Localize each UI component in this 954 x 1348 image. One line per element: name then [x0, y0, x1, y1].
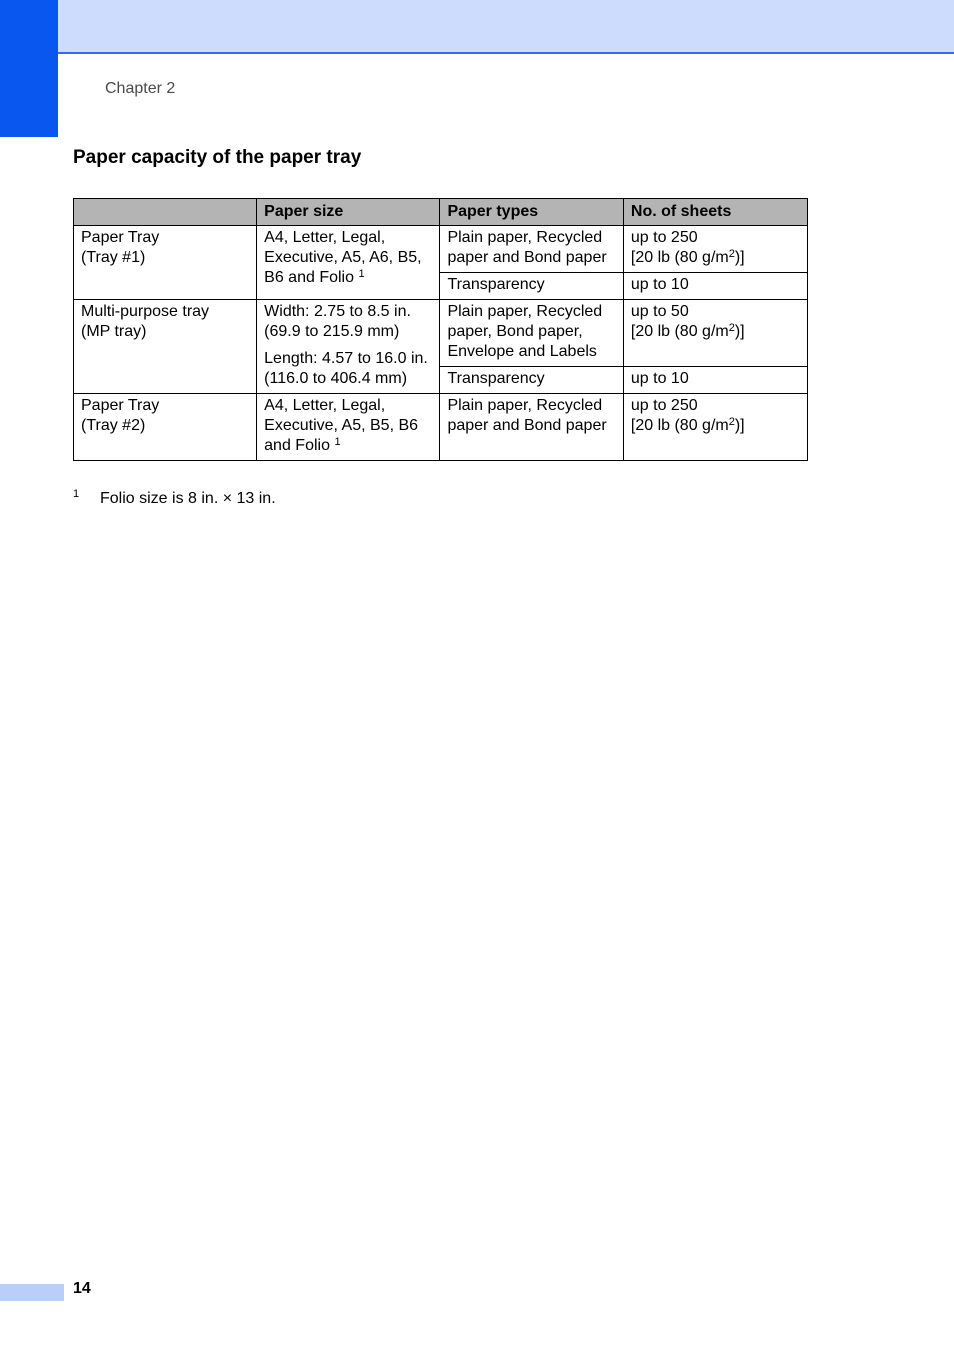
footnote-ref: 1 [358, 268, 365, 280]
footer-band [0, 1284, 64, 1301]
footnote-text: Folio size is 8 in. × 13 in. [100, 490, 276, 507]
paper-types-cell: Plain paper, Recycled paper, Bond paper, Envelope and Labels [440, 300, 623, 367]
table-row [74, 226, 808, 273]
footnote-ref: 1 [334, 436, 341, 448]
section-title: Paper capacity of the paper tray [73, 147, 362, 168]
column-header-sheets: No. of sheets [623, 199, 807, 226]
paper-types-cell: Transparency [440, 367, 623, 394]
paper-size-cell: A4, Letter, Legal, Executive, A5, A6, B5, B6 and Folio $^1$ [257, 226, 440, 300]
sheets-cell: up to 50 [20 lb (80 g/m$^2$)] [623, 300, 807, 367]
tray-cell: Paper Tray (Tray #2) [74, 394, 257, 461]
paper-size-cell: Width: 2.75 to 8.5 in. (69.9 to 215.9 mm) Length: 4.57 to 16.0 in. (116.0 to 406.4 mm) [257, 300, 440, 394]
footnote-number: 1 [73, 488, 80, 500]
sheets-cell: up to 10 [623, 367, 807, 394]
paper-types-cell: Transparency [440, 273, 623, 300]
tray-cell: Paper Tray (Tray #1) [74, 226, 257, 300]
sheets-cell: up to 10 [623, 273, 807, 300]
paper-types-cell: Plain paper, Recycled paper and Bond paper [440, 394, 623, 461]
table-header-row [74, 199, 808, 226]
paper-size-cell: A4, Letter, Legal, Executive, A5, B5, B6 and Folio $^1$ [257, 394, 440, 461]
header-band [0, 0, 954, 54]
chapter-tab [0, 0, 58, 137]
chapter-label: Chapter 2 [105, 80, 176, 97]
column-header-paper-types: Paper types [440, 199, 623, 226]
tray-cell: Multi-purpose tray (MP tray) [74, 300, 257, 394]
column-header-paper-size: Paper size [257, 199, 440, 226]
paper-types-cell: Plain paper, Recycled paper and Bond paper [440, 226, 623, 273]
page-number: 14 [73, 1280, 91, 1297]
table-row [74, 300, 808, 367]
sheets-cell: up to 250 [20 lb (80 g/m$^2$)] [623, 394, 807, 461]
paper-capacity-table [73, 198, 808, 461]
sheets-cell: up to 250 [20 lb (80 g/m$^2$)] [623, 226, 807, 273]
table-row [74, 394, 808, 461]
column-header-tray [74, 199, 257, 226]
